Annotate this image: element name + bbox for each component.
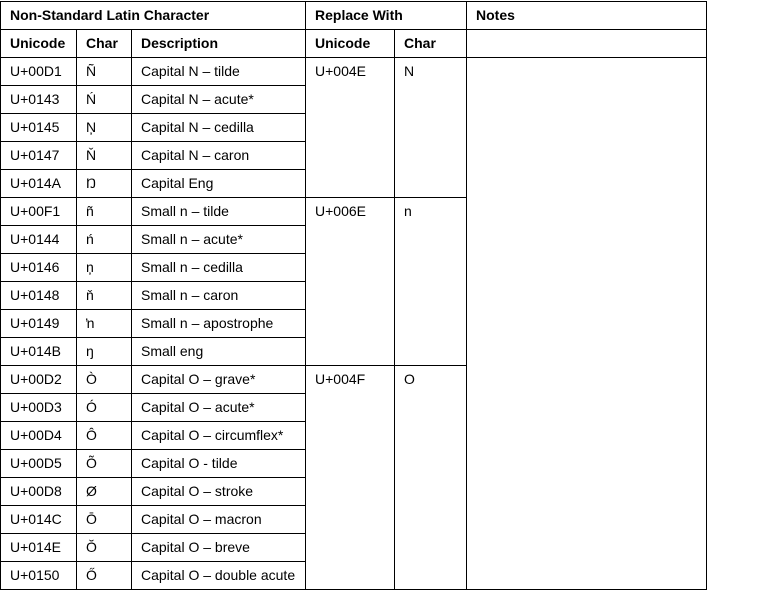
cell-description: Small n – tilde bbox=[132, 198, 306, 226]
cell-description: Small n – caron bbox=[132, 282, 306, 310]
cell-unicode: U+0145 bbox=[1, 114, 77, 142]
cell-char: ń bbox=[77, 226, 132, 254]
cell-description: Capital O – acute* bbox=[132, 394, 306, 422]
cell-replace-char: n bbox=[395, 198, 467, 366]
cell-description: Capital Eng bbox=[132, 170, 306, 198]
cell-description: Capital N – acute* bbox=[132, 86, 306, 114]
cell-description: Small n – apostrophe bbox=[132, 310, 306, 338]
cell-unicode: U+00F1 bbox=[1, 198, 77, 226]
column-header-row bbox=[1, 30, 707, 58]
cell-unicode: U+00D1 bbox=[1, 58, 77, 86]
cell-char: Ô bbox=[77, 422, 132, 450]
cell-char: Ń bbox=[77, 86, 132, 114]
cell-description: Capital O – breve bbox=[132, 534, 306, 562]
cell-replace-char: N bbox=[395, 58, 467, 198]
cell-char: Õ bbox=[77, 450, 132, 478]
cell-description: Capital N – tilde bbox=[132, 58, 306, 86]
cell-unicode: U+014E bbox=[1, 534, 77, 562]
group-header-row bbox=[1, 2, 707, 30]
cell-replace-unicode: U+004E bbox=[306, 58, 395, 198]
cell-description: Small eng bbox=[132, 338, 306, 366]
header-non-standard-latin-character: Non-Standard Latin Character bbox=[1, 2, 306, 30]
cell-unicode: U+0150 bbox=[1, 562, 77, 590]
table-row bbox=[1, 58, 707, 86]
cell-unicode: U+014C bbox=[1, 506, 77, 534]
cell-unicode: U+00D5 bbox=[1, 450, 77, 478]
cell-char: Ñ bbox=[77, 58, 132, 86]
cell-char: ň bbox=[77, 282, 132, 310]
cell-unicode: U+00D4 bbox=[1, 422, 77, 450]
header-unicode: Unicode bbox=[1, 30, 77, 58]
cell-replace-char: O bbox=[395, 366, 467, 590]
cell-description: Small n – acute* bbox=[132, 226, 306, 254]
cell-unicode: U+00D3 bbox=[1, 394, 77, 422]
cell-char: Ō bbox=[77, 506, 132, 534]
cell-notes bbox=[467, 58, 707, 590]
cell-description: Capital N – cedilla bbox=[132, 114, 306, 142]
header-char: Char bbox=[77, 30, 132, 58]
character-replacement-table bbox=[0, 1, 707, 590]
header-replace-with: Replace With bbox=[306, 2, 467, 30]
cell-description: Capital O - tilde bbox=[132, 450, 306, 478]
cell-unicode: U+00D2 bbox=[1, 366, 77, 394]
cell-description: Capital O – macron bbox=[132, 506, 306, 534]
cell-replace-unicode: U+006E bbox=[306, 198, 395, 366]
cell-char: Ŏ bbox=[77, 534, 132, 562]
cell-char: Ó bbox=[77, 394, 132, 422]
cell-unicode: U+0149 bbox=[1, 310, 77, 338]
cell-unicode: U+014B bbox=[1, 338, 77, 366]
cell-description: Capital O – double acute bbox=[132, 562, 306, 590]
header-description: Description bbox=[132, 30, 306, 58]
cell-char: ŋ bbox=[77, 338, 132, 366]
cell-description: Small n – cedilla bbox=[132, 254, 306, 282]
cell-char: Ň bbox=[77, 142, 132, 170]
table-body bbox=[1, 58, 707, 590]
cell-char: ņ bbox=[77, 254, 132, 282]
cell-unicode: U+014A bbox=[1, 170, 77, 198]
cell-unicode: U+0143 bbox=[1, 86, 77, 114]
cell-description: Capital O – grave* bbox=[132, 366, 306, 394]
cell-description: Capital O – circumflex* bbox=[132, 422, 306, 450]
cell-replace-unicode: U+004F bbox=[306, 366, 395, 590]
cell-unicode: U+0148 bbox=[1, 282, 77, 310]
cell-description: Capital O – stroke bbox=[132, 478, 306, 506]
cell-unicode: U+0147 bbox=[1, 142, 77, 170]
cell-unicode: U+00D8 bbox=[1, 478, 77, 506]
cell-unicode: U+0146 bbox=[1, 254, 77, 282]
cell-char: Ø bbox=[77, 478, 132, 506]
cell-unicode: U+0144 bbox=[1, 226, 77, 254]
header-replace-unicode: Unicode bbox=[306, 30, 395, 58]
cell-char: Ò bbox=[77, 366, 132, 394]
header-replace-char: Char bbox=[395, 30, 467, 58]
header-notes-empty bbox=[467, 30, 707, 58]
cell-char: Ņ bbox=[77, 114, 132, 142]
cell-char: Ŋ bbox=[77, 170, 132, 198]
cell-char: ñ bbox=[77, 198, 132, 226]
cell-description: Capital N – caron bbox=[132, 142, 306, 170]
cell-char: Ő bbox=[77, 562, 132, 590]
cell-char: ŉ bbox=[77, 310, 132, 338]
header-notes: Notes bbox=[467, 2, 707, 30]
